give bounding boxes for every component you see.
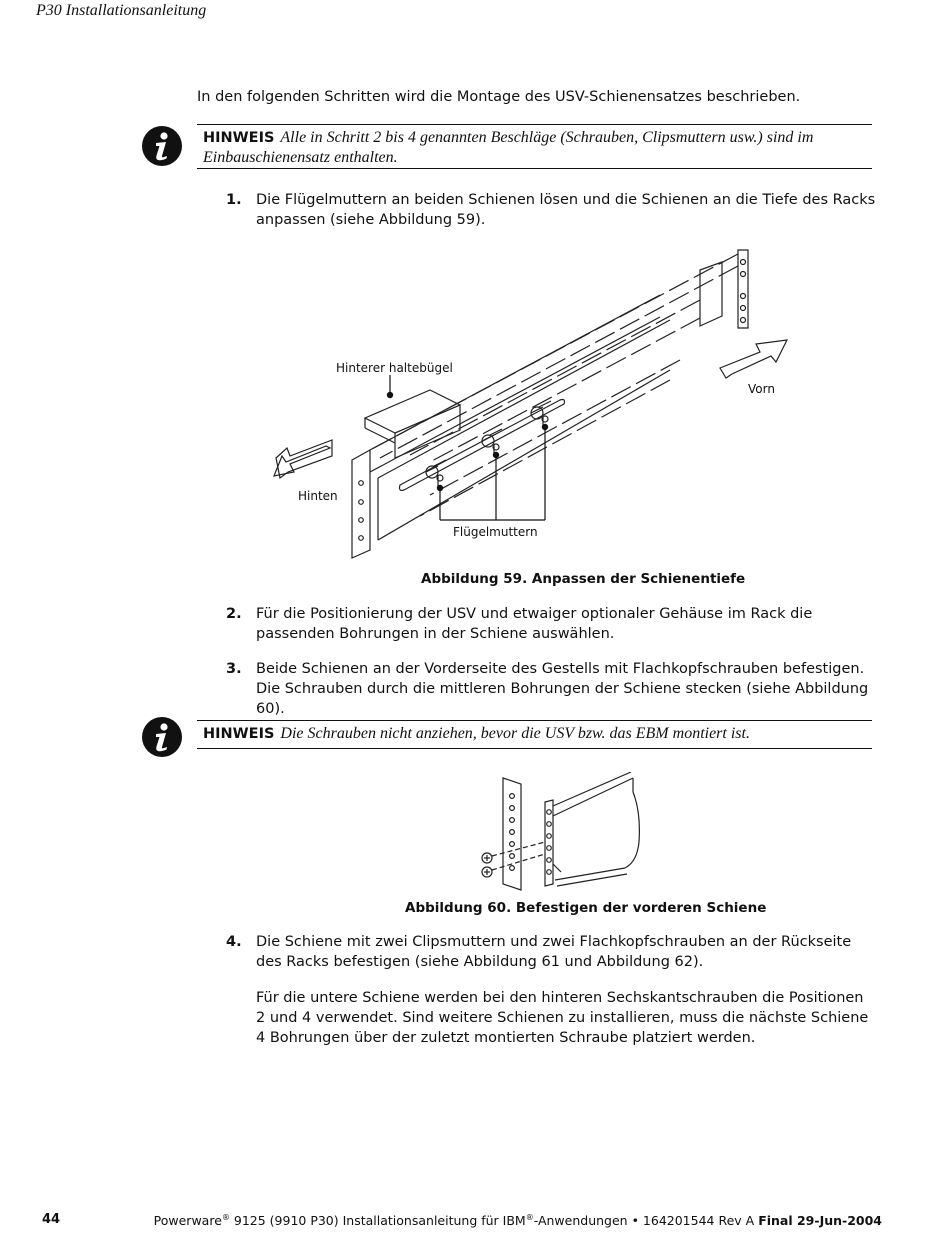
info-icon xyxy=(141,125,183,167)
label-wing-nuts: Flügelmuttern xyxy=(453,525,538,539)
label-rear-bracket: Hinterer haltebügel xyxy=(336,361,453,375)
footer-final: Final 29-Jun-2004 xyxy=(758,1213,882,1229)
page-footer: Powerware® 9125 (9910 P30) Installationsanleitung für IBM®-Anwendungen • 164201544 Rev A Final 29-Jun-2004 xyxy=(153,1213,882,1229)
step-4-paragraph: Für die untere Schiene werden bei den hinteren Sechskantschrauben die Positionen 2 und 4 verwendet. Sind weitere Schienen zu installieren, muss die nächste Schiene 4 Bohrungen über der zuletzt montierten Schraube platziert werden. xyxy=(256,990,869,1046)
step-number: 3. xyxy=(226,661,242,677)
footer-product: Powerware xyxy=(153,1213,222,1229)
step-2 xyxy=(226,604,876,644)
step-4 xyxy=(226,932,876,972)
step-1 xyxy=(226,190,876,230)
note-text: Die Schrauben nicht anziehen, bevor die USV bzw. das EBM montiert ist. xyxy=(280,725,750,742)
intro-text: In den folgenden Schritten wird die Montage des USV-Schienensatzes beschrieben. xyxy=(197,89,801,105)
step-number: 1. xyxy=(226,192,242,208)
note-box xyxy=(197,720,872,749)
step-text: Die Flügelmuttern an beiden Schienen lösen und die Schienen an die Tiefe des Racks anpassen (siehe Abbildung 59). xyxy=(256,192,876,228)
note-box xyxy=(197,124,872,169)
step-number: 2. xyxy=(226,606,242,622)
step-text: Die Schiene mit zwei Clipsmuttern und zwei Flachkopfschrauben an der Rückseite des Racks befestigen (siehe Abbildung 61 und Abbildung 62). xyxy=(256,934,852,970)
figure-60-front-rail xyxy=(475,772,645,894)
step-text: Beide Schienen an der Vorderseite des Gestells mit Flachkopfschrauben befestigen. Die Schrauben durch die mittleren Bohrungen der Schiene stecken (siehe Abbildung 60). xyxy=(256,661,869,717)
footer-model: 9125 (9910 P30) Installationsanleitung für IBM xyxy=(233,1213,526,1229)
figure-60-caption: Abbildung 60. Befestigen der vorderen Schiene xyxy=(405,900,767,916)
page-header: P30 Installationsanleitung xyxy=(36,2,207,19)
step-3 xyxy=(226,659,876,719)
label-front: Vorn xyxy=(748,382,775,396)
step-number: 4. xyxy=(226,934,242,950)
label-back: Hinten xyxy=(298,489,338,503)
footer-suffix: -Anwendungen • 164201544 Rev A xyxy=(533,1213,755,1229)
note-label: HINWEIS xyxy=(203,130,275,146)
page-number: 44 xyxy=(42,1212,61,1227)
figure-59-caption: Abbildung 59. Anpassen der Schienentiefe xyxy=(421,571,746,587)
step-text: Für die Positionierung der USV und etwaiger optionaler Gehäuse im Rack die passenden Bohrungen in der Schiene auswählen. xyxy=(256,606,813,642)
figure-59-rail-depth xyxy=(260,240,800,570)
info-icon xyxy=(141,716,183,758)
note-text: Alle in Schritt 2 bis 4 genannten Beschläge (Schrauben, Clipsmuttern usw.) sind im Einbauschienensatz enthalten. xyxy=(203,129,814,166)
note-label: HINWEIS xyxy=(203,726,275,742)
